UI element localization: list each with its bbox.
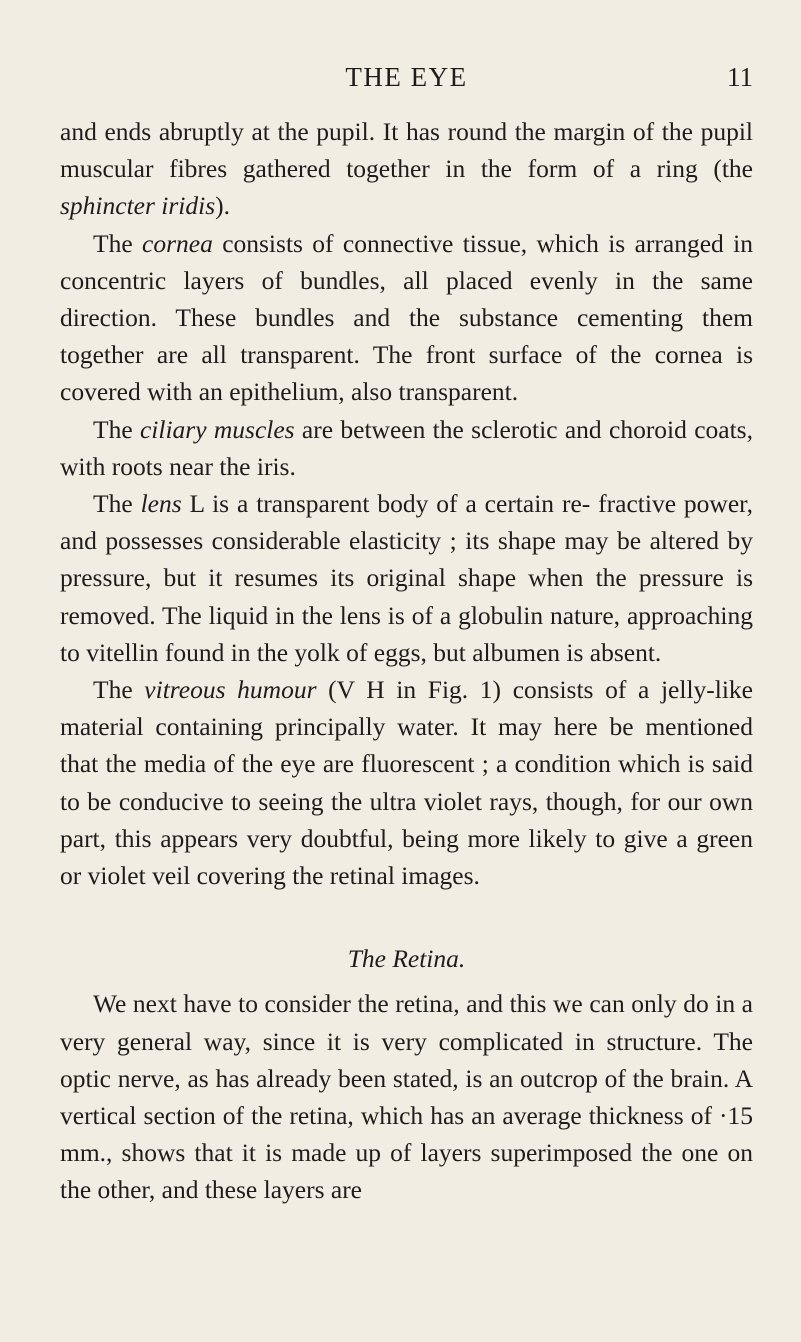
- text-run: L is a transparent body of a certain re- fractive power, and possesses considerable elasticity ; its shape may be altered by pressure, but it resumes its original shape when the pressure is removed. The liquid in the lens is of a globulin nature, approaching to vitellin found in the yolk of eggs, but albumen is absent.: [60, 489, 753, 667]
- text-run: The: [93, 675, 145, 705]
- paragraph: [60, 113, 753, 225]
- running-head: [60, 62, 753, 102]
- text-run: (V H in Fig. 1) consists of a jelly-like material containing principally water. It may here be mentioned that the media of the eye are fluorescent ; a condition which is said to be conducive to seeing the ultra violet rays, though, for our own part, this appears very doubtful, being more likely to give a green or violet veil covering the retinal images.: [60, 675, 754, 891]
- body-text: [60, 113, 753, 1209]
- paragraph: [60, 985, 753, 1208]
- heading-spacer: [60, 977, 753, 985]
- running-title: THE EYE: [345, 62, 468, 92]
- italic-term: sphincter iridis: [60, 191, 216, 221]
- text-run: ).: [215, 191, 231, 221]
- page-number: 11: [727, 62, 753, 92]
- paragraph-group-1: [60, 113, 753, 894]
- section-spacer: [60, 894, 753, 940]
- paragraph: [60, 225, 753, 411]
- paragraph: [60, 671, 753, 894]
- text-run: and ends abruptly at the pupil. It has round the margin of the pupil muscular fibres gathered together in the form of a ring (the: [60, 117, 753, 184]
- italic-term: ciliary muscles: [139, 414, 295, 444]
- text-run: The: [93, 414, 140, 444]
- italic-term: vitreous humour: [144, 675, 317, 705]
- text-run: are between the sclerotic and choroid coats, with roots near the iris.: [60, 414, 753, 481]
- paragraph: [60, 485, 753, 671]
- italic-term: cornea: [142, 228, 213, 258]
- section-heading: The Retina.: [347, 944, 466, 974]
- text-run: The: [93, 228, 143, 258]
- text-run: We next have to consider the retina, and this we can only do in a very general way, since it is very complicated in structure. The optic nerve, as has already been stated, is an outcrop of the brain. A vertical section of the retina, which has an average thickness of ·15 mm., shows that it is made up of layers superimposed the one on the other, and these layers are: [60, 989, 753, 1205]
- italic-term: lens: [140, 489, 182, 519]
- paragraph-group-2: [60, 985, 753, 1208]
- paragraph: [60, 411, 753, 485]
- text-run: The: [93, 489, 141, 519]
- text-run: consists of connective tissue, which is arranged in concentric layers of bundles, all placed evenly in the same direction. These bundles and the substance cementing them together are all transparent. The front surface of the cornea is covered with an epithelium, also transparent.: [60, 228, 753, 407]
